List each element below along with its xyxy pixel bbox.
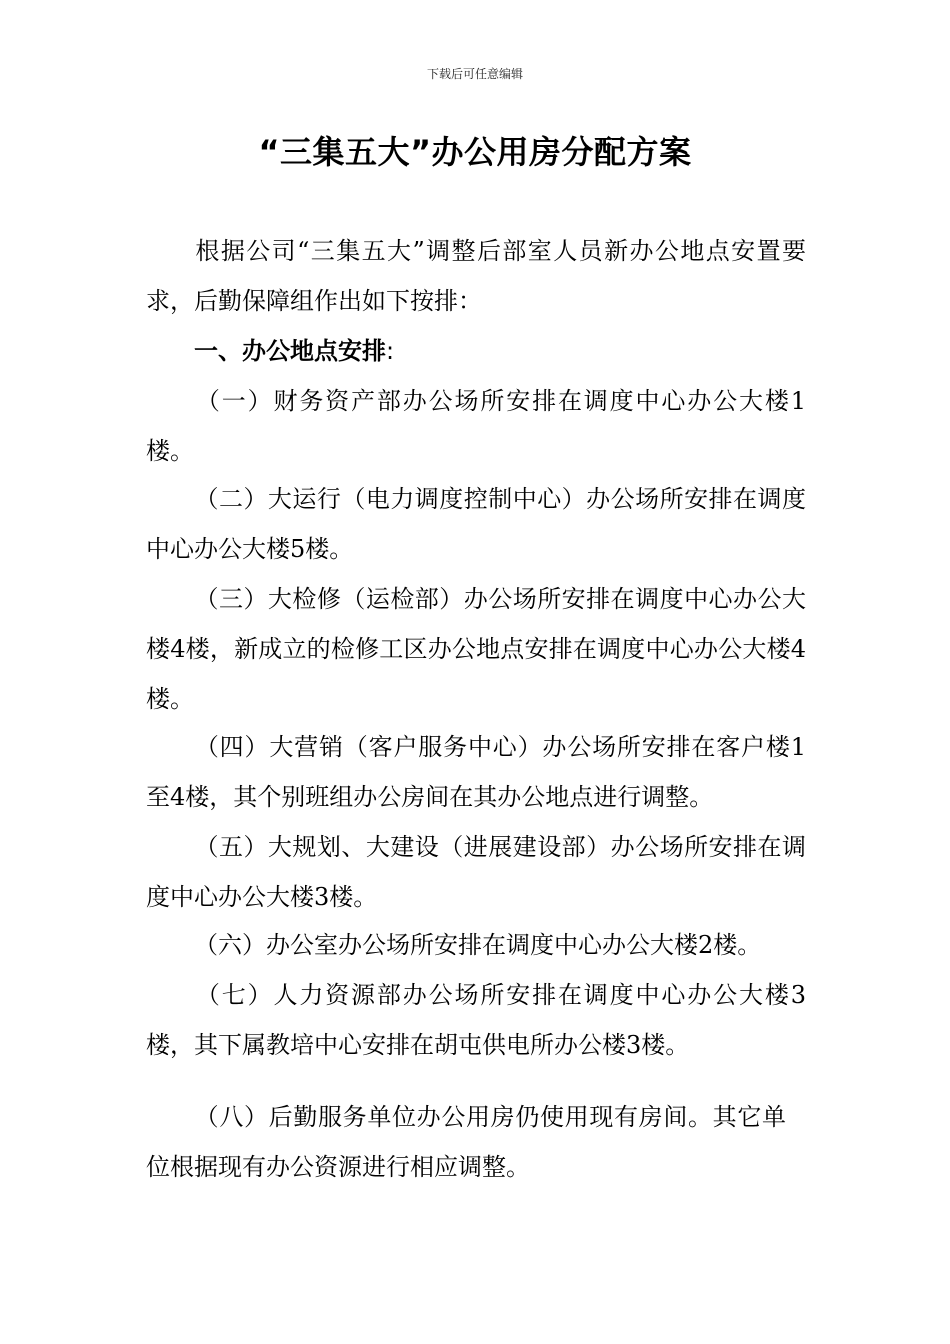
intro-text: 根据公司“三集五大”调整后部室人员新办公地点安置要求，后勤保障组作出如下按排： [146, 237, 806, 315]
section-heading-text: 一、办公地点安排 [194, 337, 386, 365]
list-item: （二）大运行（电力调度控制中心）办公场所安排在调度中心办公大楼5楼。 [146, 485, 806, 563]
list-item: （四）大营销（客户服务中心）办公场所安排在客户楼1至4楼，其个别班组办公房间在其办公地点进行调整。 [146, 733, 806, 811]
list-item: （八）后勤服务单位办公用房仍使用现有房间。其它单位根据现有办公资源进行相应调整。 [146, 1103, 786, 1181]
list-item: （一）财务资产部办公场所安排在调度中心办公大楼1楼。 [146, 387, 806, 465]
page-header-note: 下载后可任意编辑 [426, 67, 523, 81]
list-item: （六）办公室办公场所安排在调度中心办公大楼2楼。 [194, 931, 762, 959]
list-item: （三）大检修（运检部）办公场所安排在调度中心办公大楼4楼，新成立的检修工区办公地点安排在调度中心办公大楼4楼。 [146, 585, 806, 713]
section-heading-colon: : [386, 337, 395, 365]
intro-paragraph [146, 226, 806, 326]
list-item: （五）大规划、大建设（进展建设部）办公场所安排在调度中心办公大楼3楼。 [146, 833, 806, 911]
section-heading [194, 326, 394, 376]
list-item: （七）人力资源部办公场所安排在调度中心办公大楼3楼，其下属教培中心安排在胡屯供电所办公楼3楼。 [146, 981, 806, 1059]
document-title: “三集五大”办公用房分配方案 [258, 133, 692, 171]
